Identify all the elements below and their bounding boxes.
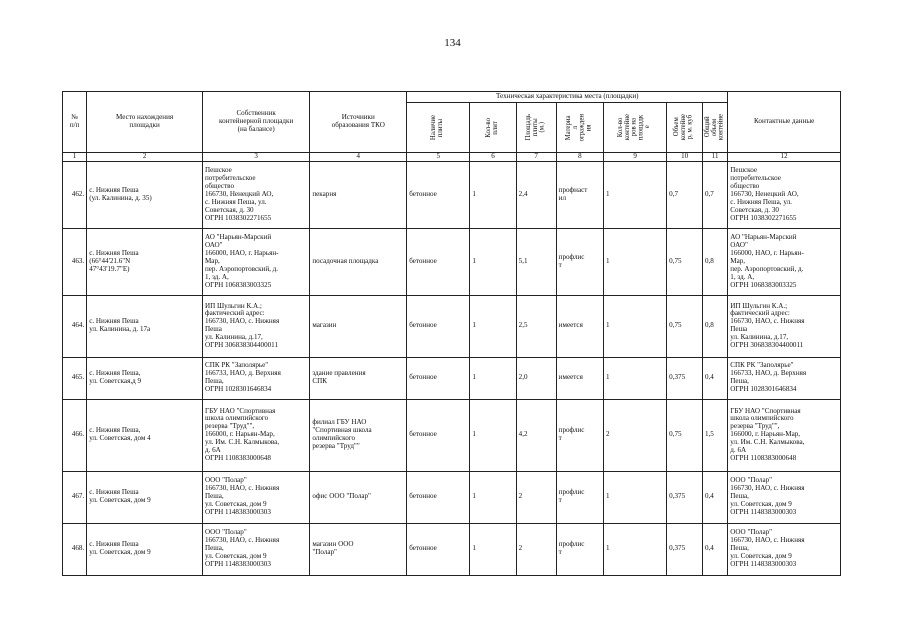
count-cell: 1	[604, 228, 667, 295]
owner-cell: ГБУ НАО "Спортивная школа олимпийского резерва "Труд"", 166000, г. Нарьян-Мар, ул. Им. С.Н. Калмыкова, д. 6А ОГРН 1108383000648	[202, 399, 309, 471]
count-cell: 1	[604, 471, 667, 523]
column-number: 2	[87, 153, 203, 162]
fence-cell: профлис т	[556, 523, 603, 575]
column-number: 4	[310, 153, 407, 162]
volume-cell: 0,75	[667, 399, 703, 471]
plates-cell: 1	[470, 161, 516, 228]
header-fence: Материа л огражден ия	[565, 113, 593, 142]
table-row	[63, 523, 841, 575]
column-number: 12	[728, 153, 841, 162]
total-cell: 0,7	[702, 161, 727, 228]
total-cell: 0,4	[702, 523, 727, 575]
base-cell: бетонное	[407, 399, 470, 471]
owner-cell: ИП Шульгин К.А.; фактический адрес: 166730, НАО, с. Нижняя Пеша ул. Калинина, д.17, ОГРН 306838304400011	[202, 295, 309, 357]
fence-cell: профлис т	[556, 228, 603, 295]
contacts-cell: ООО "Полар" 166730, НАО, с. Нижняя Пеша, ул. Советская, дом 9 ОГРН 1148383000303	[728, 471, 841, 523]
total-cell: 0,4	[702, 471, 727, 523]
source-cell: офис ООО "Полар"	[310, 471, 407, 523]
base-cell: бетонное	[407, 295, 470, 357]
volume-cell: 0,375	[667, 357, 703, 399]
column-number: 10	[667, 153, 703, 162]
fence-cell: профлис т	[556, 471, 603, 523]
count-cell: 2	[604, 399, 667, 471]
column-number: 3	[202, 153, 309, 162]
count-cell: 1	[604, 295, 667, 357]
area-cell: 2,4	[516, 161, 556, 228]
count-cell: 1	[604, 161, 667, 228]
row-number: 468.	[63, 523, 87, 575]
contacts-cell: СПК РК "Заполярье" 166733, НАО, д. Верхняя Пеша, ОГРН 1028301646834	[728, 357, 841, 399]
count-cell: 1	[604, 523, 667, 575]
plates-cell: 1	[470, 295, 516, 357]
header-tech: Техническая характеристика места (площадки)	[407, 92, 728, 103]
base-cell: бетонное	[407, 357, 470, 399]
column-number: 9	[604, 153, 667, 162]
header-count: Кол-во контейне ров на площадк е	[617, 114, 652, 141]
volume-cell: 0,75	[667, 295, 703, 357]
total-cell: 1,5	[702, 399, 727, 471]
source-cell: магазин ООО "Полар"	[310, 523, 407, 575]
total-cell: 0,8	[702, 228, 727, 295]
row-number: 462.	[63, 161, 87, 228]
header-volume: Объем контейне р, м. куб	[673, 114, 694, 141]
location-cell: с. Нижняя Пеша ул. Советская, дом 9	[87, 471, 203, 523]
header-base: Наличие плиты	[430, 114, 445, 141]
owner-cell: ООО "Полар" 166730, НАО, с. Нижняя Пеша, ул. Советская, дом 9 ОГРН 1148383000303	[202, 523, 309, 575]
volume-cell: 0,7	[667, 161, 703, 228]
contacts-cell: АО "Нарьян-Марский ОАО" 166000, НАО, г. Нарьян- Мар, пер. Аэропортовский, д. 1, зд. А, ОГРН 1068383003325	[728, 228, 841, 295]
owner-cell: СПК РК "Заполярье" 166733, НАО, д. Верхняя Пеша, ОГРН 1028301646834	[202, 357, 309, 399]
row-number: 463.	[63, 228, 87, 295]
table-row	[63, 228, 841, 295]
table-row	[63, 295, 841, 357]
location-cell: с. Нижняя Пеша ул. Советская, дом 9	[87, 523, 203, 575]
owner-cell: Пешское потребительское общество 166730, Ненецкий АО, с. Нижняя Пеша, ул. Советская, д. 30 ОГРН 1038302271655	[202, 161, 309, 228]
area-cell: 5,1	[516, 228, 556, 295]
contacts-cell: ООО "Полар" 166730, НАО, с. Нижняя Пеша, ул. Советская, дом 9 ОГРН 1148383000303	[728, 523, 841, 575]
area-cell: 2,0	[516, 357, 556, 399]
source-cell: магазин	[310, 295, 407, 357]
contacts-cell: ИП Шульгин К.А.; фактический адрес: 166730, НАО, с. Нижняя Пеша ул. Калинина, д.17, ОГРН 306838304400011	[728, 295, 841, 357]
area-cell: 2	[516, 523, 556, 575]
location-cell: с. Нижняя Пеша, ул. Советская,д 9	[87, 357, 203, 399]
table-row	[63, 399, 841, 471]
column-number: 7	[516, 153, 556, 162]
plates-cell: 1	[470, 471, 516, 523]
header-plates: Кол-во плит	[485, 117, 499, 138]
volume-cell: 0,375	[667, 523, 703, 575]
row-number: 466.	[63, 399, 87, 471]
source-cell: посадочная площадка	[310, 228, 407, 295]
fence-cell: имеется	[556, 295, 603, 357]
location-cell: с. Нижняя Пеша (66°44'21.6"N 47°43'19.7"E)	[87, 228, 203, 295]
header-source: Источники образования ТКО	[310, 92, 407, 153]
header-total: Общий объем контейне	[703, 114, 725, 141]
fence-cell: профлис т	[556, 399, 603, 471]
header-area: Площадь плиты (м.)	[524, 114, 546, 141]
total-cell: 0,4	[702, 357, 727, 399]
base-cell: бетонное	[407, 161, 470, 228]
total-cell: 0,8	[702, 295, 727, 357]
plates-cell: 1	[470, 357, 516, 399]
volume-cell: 0,75	[667, 228, 703, 295]
plates-cell: 1	[470, 228, 516, 295]
location-cell: с. Нижняя Пеша (ул. Калинина, д. 35)	[87, 161, 203, 228]
base-cell: бетонное	[407, 523, 470, 575]
contacts-cell: ГБУ НАО "Спортивная школа олимпийского резерва "Труд"", 166000, г. Нарьян-Мар, ул. Им. С.Н. Калмыкова, д. 6А ОГРН 1108383000648	[728, 399, 841, 471]
table-row	[63, 357, 841, 399]
column-number: 5	[407, 153, 470, 162]
base-cell: бетонное	[407, 471, 470, 523]
row-number: 464.	[63, 295, 87, 357]
row-number: 465.	[63, 357, 87, 399]
contacts-cell: Пешское потребительское общество 166730, Ненецкий АО, с. Нижняя Пеша, ул. Советская, д. 30 ОГРН 1038302271655	[728, 161, 841, 228]
table-row	[63, 161, 841, 228]
column-number: 11	[702, 153, 727, 162]
location-cell: с. Нижняя Пеша, ул. Советская, дом 4	[87, 399, 203, 471]
source-cell: здание правления СПК	[310, 357, 407, 399]
owner-cell: ООО "Полар" 166730, НАО, с. Нижняя Пеша, ул. Советская, дом 9 ОГРН 1148383000303	[202, 471, 309, 523]
page-number: 134	[444, 37, 461, 49]
source-cell: пекарня	[310, 161, 407, 228]
fence-cell: профнаст ил	[556, 161, 603, 228]
row-number: 467.	[63, 471, 87, 523]
table-row	[63, 471, 841, 523]
area-cell: 4,2	[516, 399, 556, 471]
column-number: 1	[63, 153, 87, 162]
owner-cell: АО "Нарьян-Марский ОАО" 166000, НАО, г. Нарьян- Мар, пер. Аэропортовский, д. 1, зд. А, ОГРН 1068383003325	[202, 228, 309, 295]
column-number: 8	[556, 153, 603, 162]
area-cell: 2	[516, 471, 556, 523]
header-location: Место нахождения площадки	[87, 92, 203, 153]
source-cell: филиал ГБУ НАО "Спортивная школа олимпийского резерва "Труд""	[310, 399, 407, 471]
header-contacts: Контактные данные	[728, 92, 841, 153]
fence-cell: имеется	[556, 357, 603, 399]
area-cell: 2,5	[516, 295, 556, 357]
header-owner: Собственник контейнерной площадки (на балансе)	[202, 92, 309, 153]
count-cell: 1	[604, 357, 667, 399]
column-number: 6	[470, 153, 516, 162]
plates-cell: 1	[470, 399, 516, 471]
volume-cell: 0,375	[667, 471, 703, 523]
location-cell: с. Нижняя Пеша ул. Калинина, д. 17а	[87, 295, 203, 357]
registry-table	[62, 91, 841, 576]
header-no: № п/п	[63, 92, 87, 153]
plates-cell: 1	[470, 523, 516, 575]
base-cell: бетонное	[407, 228, 470, 295]
